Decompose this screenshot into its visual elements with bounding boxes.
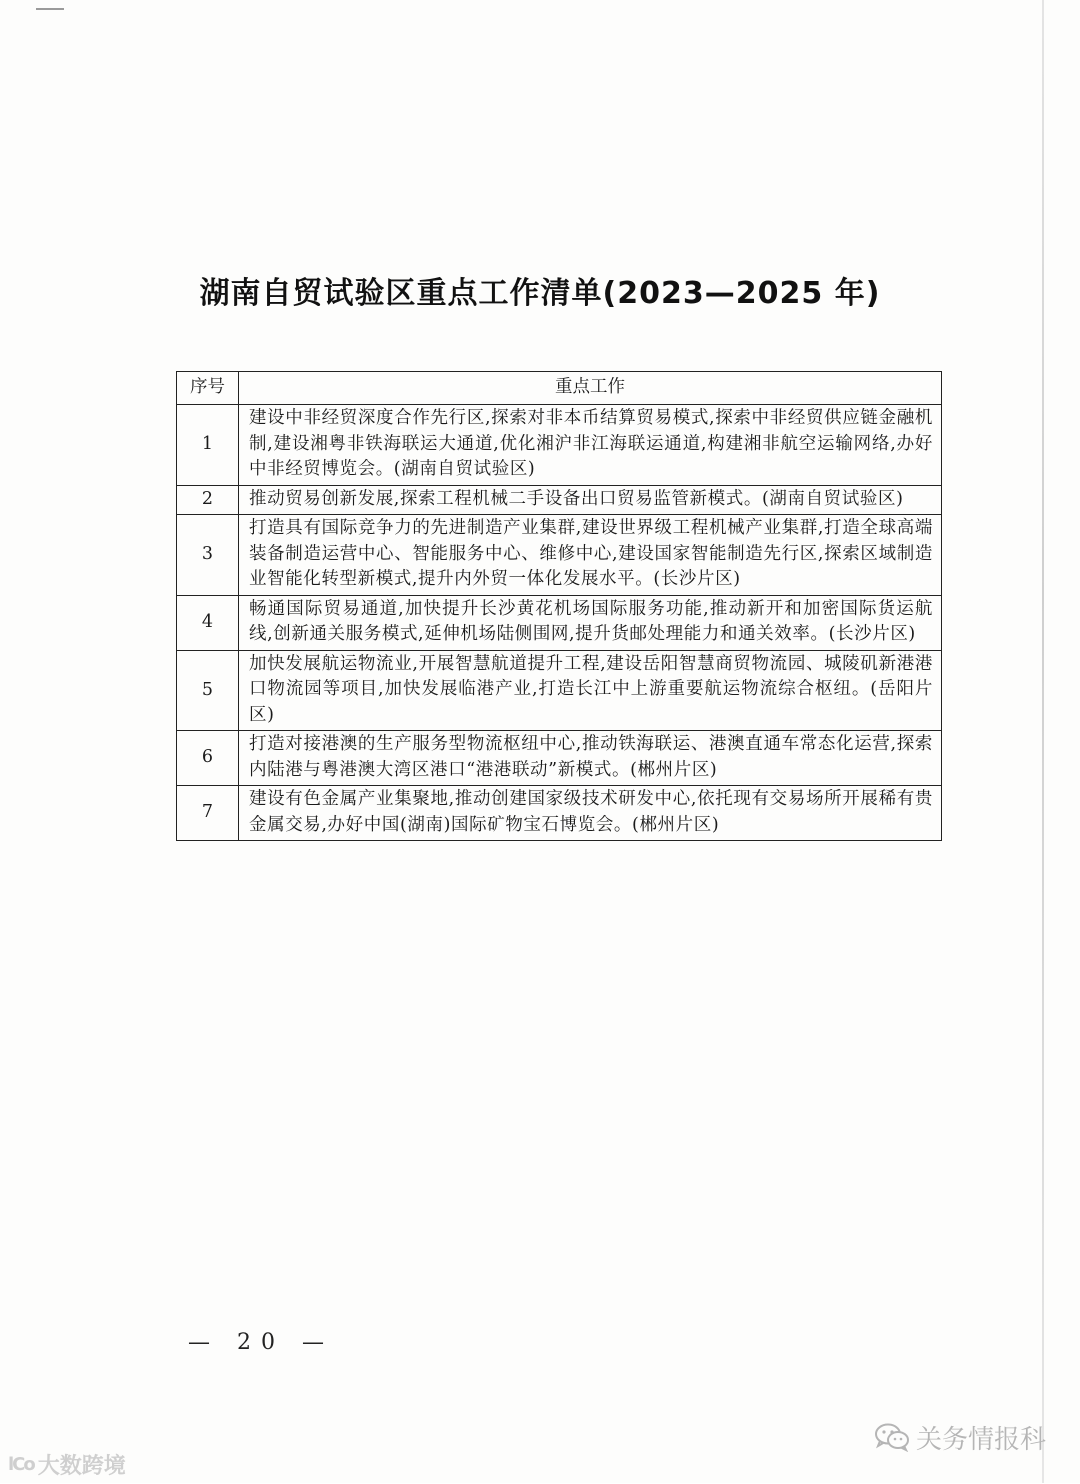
row-number: 5 [177, 650, 239, 731]
scan-corner-mark [36, 8, 64, 10]
row-number: 3 [177, 515, 239, 596]
row-number: 7 [177, 786, 239, 841]
watermark-logo-glyph: lCo [8, 1453, 34, 1475]
row-work-text: 推动贸易创新发展,探索工程机械二手设备出口贸易监管新模式。(湖南自贸试验区) [239, 485, 942, 515]
watermark-left [8, 1444, 126, 1484]
row-number: 2 [177, 485, 239, 515]
table-row [177, 485, 942, 515]
row-number: 1 [177, 405, 239, 486]
document-title: 湖南自贸试验区重点工作清单(2023—2025 年) [199, 276, 881, 311]
table-row [177, 786, 942, 841]
table-row [177, 515, 942, 596]
page-number: — 20 — [188, 1330, 334, 1355]
row-work-text: 畅通国际贸易通道,加快提升长沙黄花机场国际服务功能,推动新开和加密国际货运航线,创新通关服务模式,延伸机场陆侧围网,提升货邮处理能力和通关效率。(长沙片区) [239, 595, 942, 650]
table-row [177, 650, 942, 731]
header-serial-number: 序号 [177, 372, 239, 405]
row-work-text: 打造对接港澳的生产服务型物流枢纽中心,推动铁海联运、港澳直通车常态化运营,探索内陆港与粤港澳大湾区港口“港港联动”新模式。(郴州片区) [239, 731, 942, 786]
watermark-right-text: 关务情报科 [915, 1424, 1046, 1455]
row-work-text: 建设有色金属产业集聚地,推动创建国家级技术研发中心,依托现有交易场所开展稀有贵金属交易,办好中国(湖南)国际矿物宝石博览会。(郴州片区) [239, 786, 942, 841]
table-row [177, 595, 942, 650]
table-row [177, 405, 942, 486]
header-key-work: 重点工作 [239, 372, 942, 405]
watermark-right [874, 1415, 1046, 1459]
table-header-row [177, 372, 942, 405]
page-binding-edge [1042, 0, 1044, 1483]
key-work-table [176, 371, 942, 841]
table-row [177, 731, 942, 786]
row-number: 6 [177, 731, 239, 786]
watermark-left-text: 大数跨境 [37, 1453, 126, 1479]
wechat-icon [874, 1422, 910, 1452]
row-work-text: 打造具有国际竞争力的先进制造产业集群,建设世界级工程机械产业集群,打造全球高端装备制造运营中心、智能服务中心、维修中心,建设国家智能制造先行区,探索区域制造业智能化转型新模式,提升内外贸一体化发展水平。(长沙片区) [239, 515, 942, 596]
row-number: 4 [177, 595, 239, 650]
row-work-text: 加快发展航运物流业,开展智慧航道提升工程,建设岳阳智慧商贸物流园、城陵矶新港港口物流园等项目,加快发展临港产业,打造长江中上游重要航运物流综合枢纽。(岳阳片区) [239, 650, 942, 731]
row-work-text: 建设中非经贸深度合作先行区,探索对非本币结算贸易模式,探索中非经贸供应链金融机制,建设湘粤非铁海联运大通道,优化湘沪非江海联运通道,构建湘非航空运输网络,办好中非经贸博览会。(湖南自贸试验区) [239, 405, 942, 486]
